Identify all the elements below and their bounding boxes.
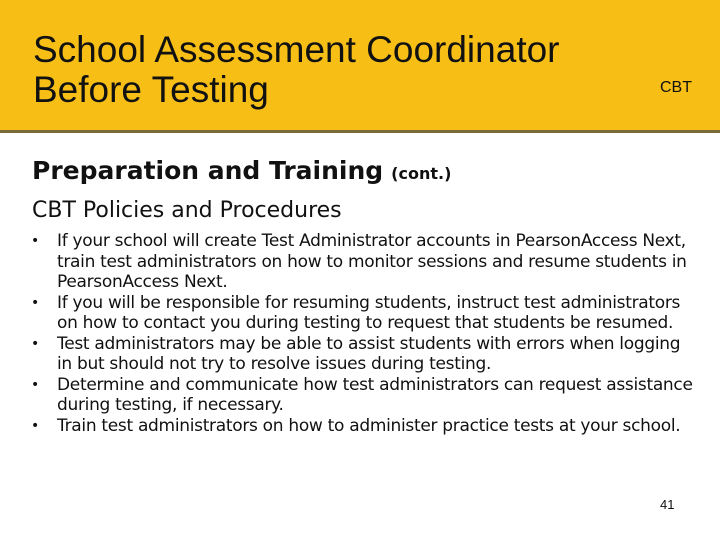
page-number: 41 [660, 497, 675, 512]
bullet-icon: • [31, 294, 39, 311]
section-heading-text: Preparation and Training [32, 156, 384, 185]
bullet-item [30, 375, 695, 416]
cbt-tag: CBT [660, 79, 692, 96]
bullet-text: Determine and communicate how test administrators can request assistance during testing, if necessary. [57, 374, 693, 415]
section-heading [32, 156, 451, 185]
bullet-icon: • [31, 417, 39, 434]
slide-title-line-2: Before Testing [33, 69, 269, 110]
slide-header [0, 0, 720, 133]
bullet-icon: • [31, 335, 39, 352]
bullet-item [30, 416, 695, 437]
bullet-item [30, 231, 695, 293]
bullet-text: If you will be responsible for resuming students, instruct test administrators on how to contact you during testing to request that students be resumed. [57, 292, 681, 333]
bullet-icon: • [31, 233, 39, 249]
bullet-item [30, 334, 695, 375]
bullet-text: If your school will create Test Administrator accounts in PearsonAccess Next, train test administrators on how to monitor sessions and resume students in PearsonAccess Next. [57, 231, 687, 292]
section-subtitle: CBT Policies and Procedures [32, 198, 342, 223]
slide-title-line-1: School Assessment Coordinator [33, 29, 560, 70]
bullet-text: Train test administrators on how to administer practice tests at your school. [57, 415, 681, 436]
bullet-text: Test administrators may be able to assist students with errors when logging in but should not try to resolve issues during testing. [57, 333, 681, 374]
bullet-item [30, 293, 695, 334]
section-heading-suffix: (cont.) [391, 164, 452, 183]
bullet-icon: • [31, 376, 39, 393]
bullet-list [30, 231, 695, 436]
slide-title [33, 30, 560, 110]
